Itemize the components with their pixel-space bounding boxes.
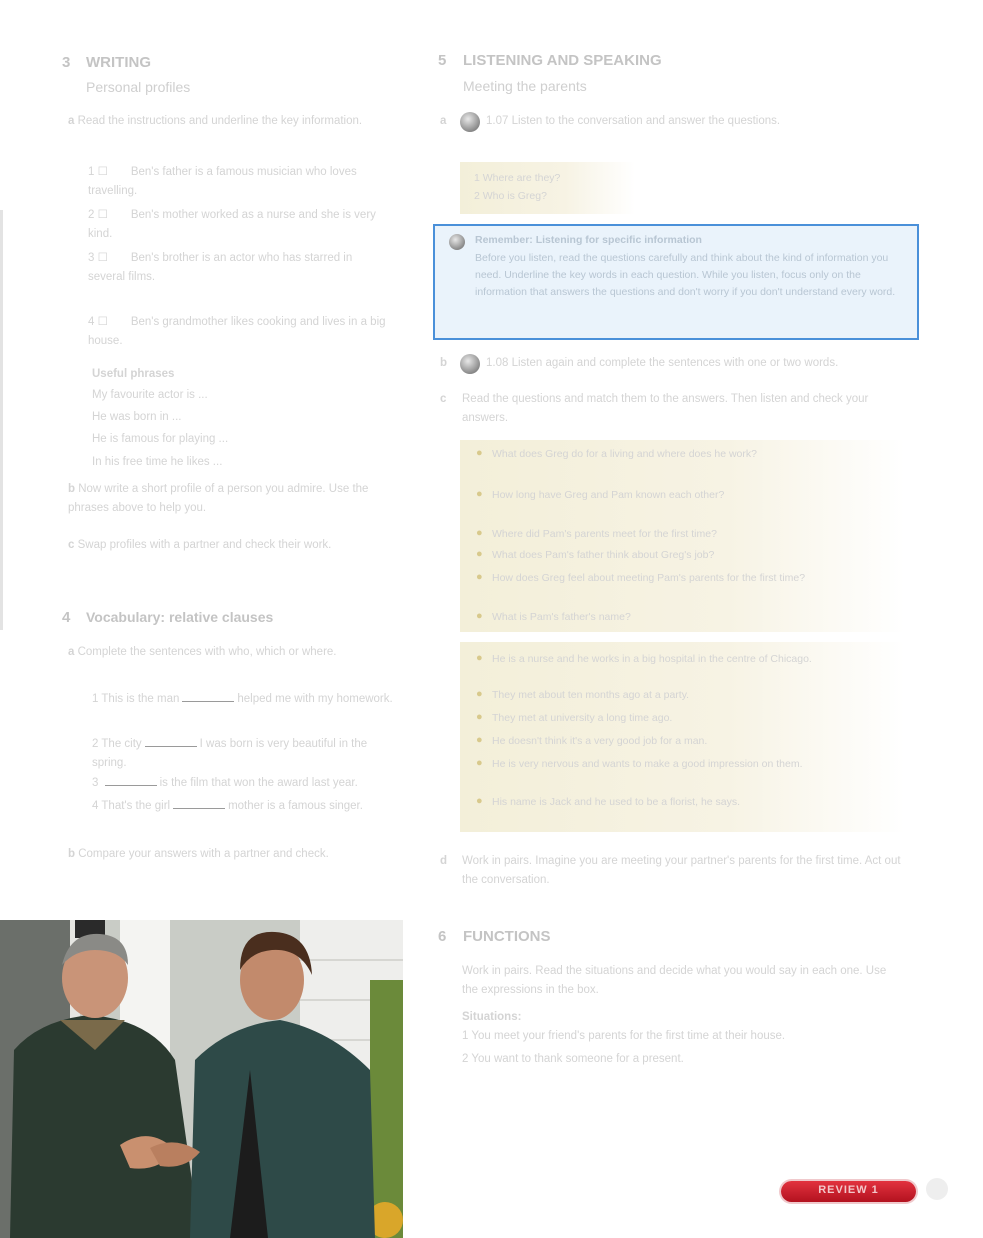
functions-text: Work in pairs. Read the situations and decide what you would say in each one. Use the expressions in the box. xyxy=(462,965,887,996)
functions-line: 1 You meet your friend's parents for the first time at their house. xyxy=(462,1030,786,1042)
vocab-after: is the film that won the award last year. xyxy=(159,777,358,789)
option-text: Ben's father is a famous musician who loves travelling. xyxy=(88,166,357,197)
useful-line: He was born in ... xyxy=(92,411,182,423)
answer-blank[interactable] xyxy=(105,785,157,786)
option-checkbox: ☐ xyxy=(97,166,108,178)
useful-line: In his free time he likes ... xyxy=(92,456,223,468)
bullet: ● xyxy=(476,757,483,769)
bullet: ● xyxy=(476,548,483,560)
audio-cd-icon[interactable] xyxy=(460,112,480,132)
page-edge-bar xyxy=(0,210,3,630)
vocab-after: I was born is very beautiful in the spring. xyxy=(92,738,368,769)
review-badge xyxy=(781,1181,916,1202)
functions-line: 2 You want to thank someone for a present. xyxy=(462,1053,684,1065)
bullet: ● xyxy=(476,488,483,500)
audio-text: Listen to the conversation and answer the questions. xyxy=(511,115,781,127)
option-checkbox: ☐ xyxy=(97,316,108,328)
answer-box xyxy=(460,162,635,214)
option-checkbox: ☐ xyxy=(97,209,108,221)
answer-line: 1 Where are they? xyxy=(474,172,561,184)
vocab-before: That's the girl xyxy=(101,800,171,812)
section-title-functions: FUNCTIONS xyxy=(463,928,551,945)
bullet: ● xyxy=(476,711,483,723)
vocab-intro: a Complete the sentences with who, which or where. xyxy=(68,646,337,658)
item-d-label: d xyxy=(440,855,448,867)
option-text: Ben's grandmother likes cooking and lives in a big house. xyxy=(88,316,386,347)
answer-line: 2 Who is Greg? xyxy=(474,190,547,202)
vocab-intro-text: Complete the sentences with who, which or where. xyxy=(77,646,337,658)
section-number-functions: 6 xyxy=(438,928,447,945)
tip-callout xyxy=(433,224,919,340)
functions-label: Situations: xyxy=(462,1011,522,1023)
section-subtitle-writing: Personal profiles xyxy=(86,79,191,95)
audio-text: Listen again and complete the sentences with one or two words. xyxy=(511,357,839,369)
option-text: Ben's mother worked as a nurse and she is very kind. xyxy=(88,209,376,240)
item-c-label: c xyxy=(440,393,447,405)
vocab-after: helped me with my homework. xyxy=(237,693,393,705)
vocab-number: 1 xyxy=(92,693,99,705)
question: What is Pam's father's name? xyxy=(492,611,631,623)
audio-cd-icon[interactable] xyxy=(460,354,480,374)
section-title-writing: WRITING xyxy=(86,54,151,71)
option-3 xyxy=(88,249,388,287)
item-c-text: Swap profiles with a partner and check their work. xyxy=(77,539,332,551)
bullet: ● xyxy=(476,447,483,459)
answer-blank[interactable] xyxy=(173,808,225,809)
photo-illustration xyxy=(0,920,403,1238)
vocab-note: b Compare your answers with a partner and check. xyxy=(68,848,329,860)
section-subtitle-listening: Meeting the parents xyxy=(463,78,587,94)
section-title-vocab: Vocabulary: relative clauses xyxy=(86,609,274,625)
audio-1 xyxy=(486,112,786,131)
question: How does Greg feel about meeting Pam's parents for the first time? xyxy=(492,572,806,584)
bullet: ● xyxy=(476,734,483,746)
answer: They met at university a long time ago. xyxy=(492,712,673,724)
option-number: 3 xyxy=(88,252,95,264)
item-b-text: Now write a short profile of a person you admire. Use the phrases above to help you. xyxy=(68,483,369,514)
callout-body: Before you listen, read the questions carefully and think about the kind of information you need. Underline the key words in each question. While you listen, focus only on the information that answers the questions and don't worry if you don't understand every word. xyxy=(475,252,896,298)
item-b-label: b xyxy=(440,357,448,369)
question: Where did Pam's parents meet for the first time? xyxy=(492,528,717,540)
bullet: ● xyxy=(476,610,483,622)
vocab-number: 2 xyxy=(92,738,99,750)
vocab-number: 4 xyxy=(92,800,99,812)
item-a-text: Read the instructions and underline the key information. xyxy=(77,115,363,127)
vocab-before: This is the man xyxy=(101,693,180,705)
question: What does Pam's father think about Greg's job? xyxy=(492,549,715,561)
item-b: b Now write a short profile of a person you admire. Use the phrases above to help you. xyxy=(68,483,369,514)
option-number: 2 xyxy=(88,209,95,221)
item-c-text: Read the questions and match them to the answers. Then listen and check your answers. xyxy=(462,393,869,424)
bullet: ● xyxy=(476,571,483,583)
tip-icon xyxy=(449,234,465,250)
option-checkbox: ☐ xyxy=(97,252,108,264)
option-4 xyxy=(88,313,388,351)
option-number: 1 xyxy=(88,166,95,178)
vocab-before: The city xyxy=(101,738,142,750)
useful-phrases-title: Useful phrases xyxy=(92,368,175,380)
item-a: a Read the instructions and underline the key information. xyxy=(68,115,363,127)
option-number: 4 xyxy=(88,316,95,328)
answer: He is a nurse and he works in a big hospital in the centre of Chicago. xyxy=(492,653,812,665)
item-c: c Swap profiles with a partner and check their work. xyxy=(68,539,332,551)
item-d-text: Work in pairs. Imagine you are meeting your partner's parents for the first time. Act out the conversation. xyxy=(462,855,901,886)
vocab-item-3 xyxy=(92,774,402,793)
callout-title: Remember: Listening for specific information xyxy=(475,234,702,246)
option-1 xyxy=(88,163,388,201)
useful-line: My favourite actor is ... xyxy=(92,389,208,401)
review-badge-label: REVIEW 1 xyxy=(818,1184,879,1196)
photo-handshake xyxy=(0,920,403,1238)
vocab-item-4 xyxy=(92,797,402,816)
section-number-writing: 3 xyxy=(62,54,71,71)
section-number-listening: 5 xyxy=(438,52,447,69)
section-title-listening: LISTENING AND SPEAKING xyxy=(463,52,662,69)
vocab-item-2 xyxy=(92,735,402,773)
answer-blank[interactable] xyxy=(182,701,234,702)
vocab-number: 3 xyxy=(92,777,99,789)
item-a-label: a xyxy=(440,115,447,127)
section-number-vocab: 4 xyxy=(62,609,71,626)
answer: He is very nervous and wants to make a good impression on them. xyxy=(492,758,803,770)
vocab-item-1 xyxy=(92,690,402,709)
vocab-after: mother is a famous singer. xyxy=(228,800,363,812)
bullet: ● xyxy=(476,795,483,807)
option-text: Ben's brother is an actor who has starred in several films. xyxy=(88,252,353,283)
page-corner-dot xyxy=(926,1178,948,1200)
vocab-note-text: Compare your answers with a partner and check. xyxy=(78,848,329,860)
bullet: ● xyxy=(476,527,483,539)
answer: He doesn't think it's a very good job for a man. xyxy=(492,735,708,747)
useful-line: He is famous for playing ... xyxy=(92,433,229,445)
audio-2 xyxy=(486,354,926,373)
bullet: ● xyxy=(476,652,483,664)
audio-track: 1.07 xyxy=(486,115,509,127)
bullet: ● xyxy=(476,688,483,700)
question: What does Greg do for a living and where does he work? xyxy=(492,448,757,460)
option-2 xyxy=(88,206,388,244)
audio-track: 1.08 xyxy=(486,357,509,369)
answer: They met about ten months ago at a party. xyxy=(492,689,690,701)
answer: His name is Jack and he used to be a florist, he says. xyxy=(492,796,741,808)
answer-blank[interactable] xyxy=(145,746,197,747)
question: How long have Greg and Pam known each other? xyxy=(492,489,725,501)
